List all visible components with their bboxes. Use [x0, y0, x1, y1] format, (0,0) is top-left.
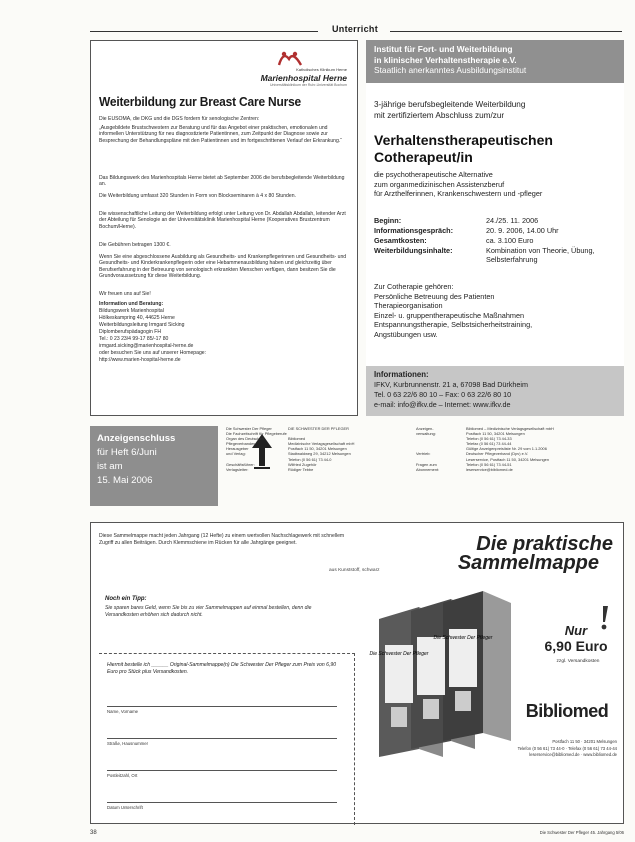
- intro-line: mit zertifiziertem Abschluss zum/zur: [374, 110, 505, 120]
- imp-email[interactable]: leserservice@bibliomed.de: [466, 466, 513, 472]
- list-item: Therapieorganisation: [374, 301, 443, 311]
- street-field[interactable]: [107, 738, 337, 739]
- ad-paragraph: Wir freuen uns auf Sie!: [99, 291, 151, 297]
- sammelmappe-headline: [371, 535, 621, 573]
- imp-line: Stadtwaldweg 29, 34212 Melsungen: [288, 451, 351, 457]
- field-label: Straße, Hausnummer: [107, 741, 149, 746]
- imp-line: Organ des Deutschen: [226, 436, 264, 442]
- headline-line: Verhaltenstherapeutischen: [374, 132, 553, 148]
- binder-label: Die Schwester Der Pfleger: [433, 635, 493, 641]
- field-label: Name, Vorname: [107, 709, 139, 714]
- field-label: Postleitzahl, Ort: [107, 773, 138, 778]
- institute-name: Institut für Fort- und Weiterbildung: [374, 44, 513, 54]
- info-line: Tel.: 0 23 23/4 99-17 85/-17 80: [99, 336, 169, 342]
- info-heading: Information und Beratung:: [99, 301, 164, 307]
- bibliomed-logo: Bibliomed: [525, 701, 609, 721]
- headline-line: Die praktische: [476, 533, 613, 555]
- headline-line: Sammelmappe: [457, 552, 599, 574]
- info-homepage-link[interactable]: http://www.marien-hospital-herne.de: [99, 357, 181, 363]
- contact-line: Postfach 11 50 · 34201 Melsungen: [552, 739, 617, 744]
- price-amount: 6,90 Euro: [544, 638, 608, 654]
- imp-line: Medizinische Verlagsgesellschaft mbH: [288, 441, 355, 447]
- ifkv-contact-band: [366, 366, 624, 416]
- info-line: Weiterbildungsleitung Irmgard Sicking: [99, 322, 185, 328]
- ifkv-headline: [374, 132, 620, 166]
- imp-line: Abonnement:: [416, 466, 440, 472]
- header-rule-right: [390, 31, 622, 32]
- price-shipping-note: zzgl. Versandkosten: [556, 659, 600, 664]
- contact-line: Telefon (0 56 61) 73 44-0 · Telefax (0 56 61) 73 44-44: [517, 745, 617, 751]
- imp-line: Bibliomed: [288, 436, 306, 442]
- ifkv-intro: [374, 100, 620, 121]
- contact-web[interactable]: e-mail: info@ifkv.de – Internet: www.ifkv.de: [374, 400, 511, 409]
- detail-value: 20. 9. 2006, 14.00 Uhr: [486, 226, 559, 235]
- cotherapy-list: [374, 282, 620, 340]
- imp-line: Telefax (0 56 61) 73 44-44: [466, 441, 512, 447]
- impressum-col-1: [226, 426, 287, 472]
- ad-paragraph: Die Gebühren betragen 1300 €.: [99, 242, 171, 248]
- info-line: Bildungswerk Marienhospital: [99, 308, 164, 314]
- desc-line: für Arzthelferinnen, Krankenschwestern und -pfleger: [374, 189, 543, 198]
- binder-label: Die Schwester Der Pfleger: [369, 651, 429, 657]
- contact-line[interactable]: leserservice@bibliomed.de · www.bibliomed.de: [529, 752, 617, 757]
- impressum-col-4: [466, 426, 554, 472]
- list-item: Entspannungstherapie, Selbstsicherheitstraining,: [374, 320, 533, 330]
- imp-line: Leserservice, Postfach 11 50, 34201 Melsungen: [466, 456, 549, 462]
- list-item: Zur Cotherapie gehören:: [374, 282, 454, 291]
- imp-line: Postfach 11 50, 34201 Melsungen: [288, 446, 347, 452]
- logo-caption: Katholisches Klinikum Herne: [296, 67, 347, 72]
- tipp-text: Sie sparen bares Geld, wenn Sie bis zu vier Sammelmappen auf einmal bestellen, denn die Versandkosten erhöhen sich dadurch nicht.: [105, 605, 312, 618]
- ad-paragraph: Die Weiterbildung umfasst 320 Stunden in Form von Blockseminaren à 4 x 80 Stunden.: [99, 193, 296, 199]
- name-field[interactable]: [107, 706, 337, 707]
- institute-name: in klinischer Verhaltenstherapie e.V.: [374, 54, 517, 65]
- city-field[interactable]: [107, 770, 337, 771]
- ifkv-description: [374, 170, 620, 199]
- tipp-heading: Noch ein Tipp:: [105, 596, 147, 602]
- impressum-col-3: [416, 426, 439, 472]
- sammelmappe-subtitle: aus Kunststoff, schwarz: [329, 568, 380, 573]
- imp-line: Anzeigen-: [416, 426, 434, 431]
- impressum-col-2: [288, 426, 354, 472]
- binder-product-image: [365, 589, 515, 757]
- detail-label: Beginn:: [374, 216, 402, 225]
- info-line: oder besuchen Sie uns auf unserer Homepage:: [99, 350, 207, 356]
- deadline-text: ist am: [97, 461, 123, 472]
- detail-label: Gesamtkosten:: [374, 236, 427, 245]
- sammelmappe-intro: Diese Sammelmappe macht jeden Jahrgang (12 Hefte) zu einem wertvollen Nachschlagewerk mit schnellem Zugriff zu allen Beiträgen. Durch Klemmschiene im Rücken für alle Jahrgänge geeignet.: [99, 533, 345, 546]
- ad-headline: Weiterbildung zur Breast Care Nurse: [99, 94, 302, 109]
- signature-field[interactable]: [107, 802, 337, 803]
- order-form: [99, 653, 355, 825]
- price-prefix: Nur: [564, 623, 588, 638]
- section-title: Unterricht: [331, 24, 378, 34]
- deadline-date: 15. Mai 2006: [97, 475, 153, 486]
- contact-heading: Informationen:: [374, 370, 429, 379]
- imp-line: Verlagsleiter:: [226, 466, 249, 472]
- imp-line: Gültige Anzeigenpreisliste Nr. 29 vom 1.1.2006: [466, 446, 547, 452]
- imp-line: und Verlag:: [226, 451, 246, 457]
- info-line: Hölkeskampring 40, 44625 Herne: [99, 315, 175, 321]
- ad-paragraph: Die wissenschaftliche Leitung der Weiterbildung erfolgt unter Leitung von Dr. Abdallah Abdallah, leitender Arzt der Abteilung für Senologie an der Universitätsklinik Marienhospital Herne (Kooperatives Brustzentrum Bochum/Herne).: [99, 211, 346, 230]
- page-number: 38: [90, 830, 97, 836]
- list-item: Persönliche Betreuung des Patienten: [374, 291, 495, 301]
- list-item: Angstübungen usw.: [374, 329, 438, 339]
- ifkv-ad: [366, 40, 624, 416]
- imp-line: Geschäftsführer:: [226, 461, 255, 467]
- ad-deadline-box: [90, 426, 218, 506]
- imp-line: Telefon (0 56 61) 73 44-0: [288, 456, 332, 462]
- deadline-title: Anzeigenschluss: [97, 433, 176, 444]
- info-line: Diplomberufspädagogin FH: [99, 329, 162, 335]
- info-email[interactable]: irmgard.sicking@marienhospital-herne.de: [99, 343, 194, 349]
- imp-line: Fragen zum: [416, 461, 437, 467]
- headline-line: Cotherapeut/in: [374, 149, 473, 165]
- ad-paragraph: Die EUSOMA, die DKG und die DGS fordern für senologische Zentren:: [99, 116, 260, 122]
- imp-line: Postfach 11 50, 34201 Melsungen: [466, 431, 525, 437]
- ad-paragraph: Wenn Sie eine abgeschlossene Ausbildung als Gesundheits- und Krankenpflegerinnen und Gesundheits- und Gesundheits- und Kinderkrankenpflegerin oder eine Hebammenausbildung haben und gleichzeitig über Berufserfahrung in der Betreuung von senologisch erkrankten Menschen verfügen, dann besitzen Sie die Grundvoraussetzung für diese Weiterbildung.: [99, 254, 347, 280]
- header-rule-left: [90, 31, 318, 32]
- imp-line: Pflegeverbandes: [226, 441, 256, 447]
- ifkv-header-band: [366, 40, 624, 83]
- imp-line: Herausgeber: [226, 446, 249, 452]
- imp-line: Die Fachzeitschrift für Pflegeberufe: [226, 431, 287, 437]
- contact-address: IFKV, Kurbrunnenstr. 21 a, 67098 Bad Dürkheim: [374, 380, 528, 389]
- breast-care-nurse-ad: [90, 40, 358, 416]
- imp-line: Die Schwester Der Pfleger: [226, 426, 272, 431]
- marienhospital-logo: [231, 49, 349, 87]
- imp-line: verwaltung:: [416, 431, 436, 437]
- logo-subcaption: Universitätsklinikum der Ruhr-Universität Bochum: [269, 83, 347, 87]
- price-tag: [541, 623, 611, 654]
- ad-paragraph: Das Bildungswerk des Marienhospitals Herne bietet ab September 2006 die berufsbegleitende Weiterbildung an.: [99, 175, 345, 188]
- publication-info: Die Schwester Der Pfleger 45. Jahrgang 5/06: [539, 830, 624, 835]
- imp-line: Telefon (0 56 61) 73 44-33: [466, 436, 512, 442]
- ad-paragraph: „Ausgebildete Brustschwestern zur Beratung und für das Angebot einer praktischen, emotionalen und informellen Unterstützung für neu diagnostizierte Patientinnen, zum Zeitpunkt der Diagnose sowie zur Besprechung der Behandlungspläne mit den Patientinnen und im fortgeschrittenen Verlauf der Erkrankung.“: [99, 125, 342, 144]
- list-item: Einzel- u. gruppentherapeutische Maßnahmen: [374, 310, 525, 320]
- intro-line: 3-jährige berufsbegleitende Weiterbildung: [374, 100, 526, 109]
- hospital-logo-icon: [275, 49, 305, 67]
- detail-value: 24./25. 11. 2006: [486, 216, 539, 225]
- logo-name: Marienhospital Herne: [260, 73, 347, 83]
- detail-label: Weiterbildungsinhalte:: [374, 246, 453, 255]
- imp-line: DIE SCHWESTER DER PFLEGER: [288, 426, 349, 431]
- detail-value: ca. 3.100 Euro: [486, 236, 534, 245]
- field-label: Datum Unterschrift: [107, 805, 143, 810]
- institute-status: Staatlich anerkanntes Ausbildungsinstitut: [374, 65, 527, 76]
- imp-line: Vertrieb:: [416, 451, 431, 457]
- desc-line: zum organmedizinischen Assistenzberuf: [374, 179, 505, 189]
- order-text: Hiermit bestelle ich ______ Original-Sammelmappe(n) Die Schwester Der Pfleger zum Preis von 6,90 Euro pro Stück plus Versandkosten.: [107, 662, 337, 675]
- bibliomed-contact: [515, 739, 619, 759]
- imp-line: Bibliomed – Medizinische Verlagsgesellschaft mbH: [466, 426, 554, 431]
- desc-line: die psychotherapeutische Alternative: [374, 170, 493, 179]
- imp-line: Wilfried Zugehör: [288, 461, 317, 467]
- deadline-issue: für Heft 6/Juni: [97, 447, 157, 458]
- imp-line: Telefon (0 56 61) 73 44-51: [466, 461, 512, 467]
- contact-phone: Tel. 0 63 22/6 80 10 – Fax: 0 63 22/6 80 10: [374, 390, 512, 399]
- imp-line: Rüdiger Tebbe: [288, 466, 314, 472]
- detail-label: Informationsgespräch:: [374, 226, 454, 235]
- sammelmappe-ad: [90, 522, 624, 824]
- imp-line: Deutscher Pflegeverband (Dpv) e.V.: [466, 451, 529, 457]
- detail-value: Kombination von Theorie, Übung, Selbsterfahrung: [486, 246, 595, 265]
